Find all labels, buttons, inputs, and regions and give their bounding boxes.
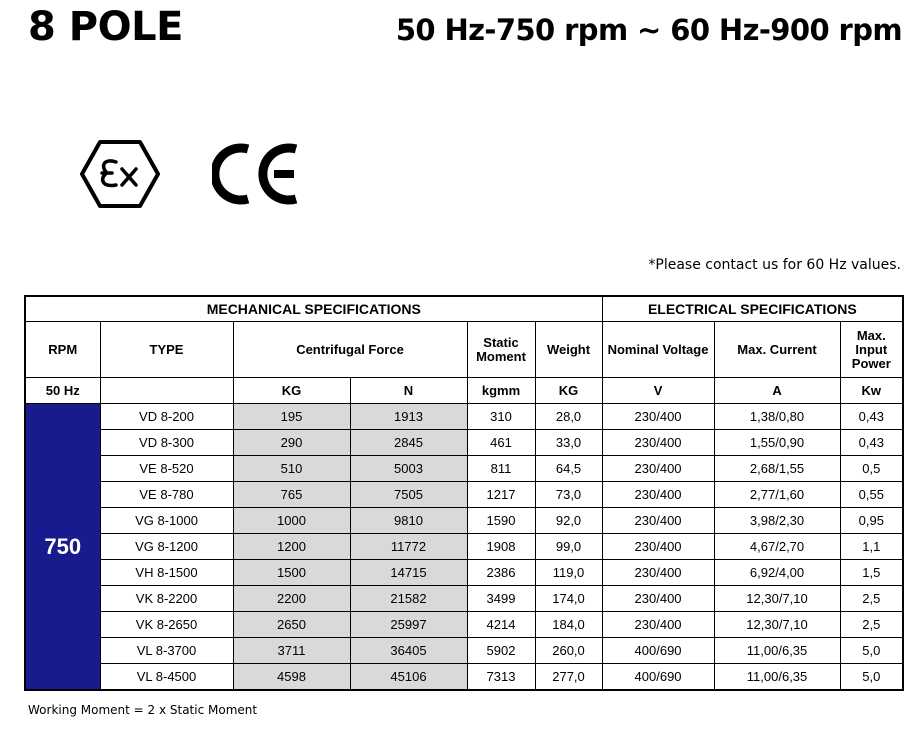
unit-rpm: 50 Hz [25, 378, 100, 404]
ex-atex-icon [80, 140, 160, 208]
cell-power: 2,5 [840, 612, 903, 638]
cell-static-moment: 4214 [467, 612, 535, 638]
cell-power: 2,5 [840, 586, 903, 612]
col-centrifugal-force: Centrifugal Force [233, 322, 467, 378]
cell-type: VE 8-520 [100, 456, 233, 482]
cell-current: 4,67/2,70 [714, 534, 840, 560]
cell-voltage: 230/400 [602, 482, 714, 508]
unit-current: A [714, 378, 840, 404]
cell-voltage: 230/400 [602, 430, 714, 456]
cell-current: 1,38/0,80 [714, 404, 840, 430]
col-static-moment-line1: Static [483, 334, 519, 350]
cell-current: 11,00/6,35 [714, 664, 840, 691]
unit-type [100, 378, 233, 404]
specifications-table [24, 295, 904, 691]
table-row [25, 508, 903, 534]
cell-force-n: 21582 [350, 586, 467, 612]
col-max-input-power [840, 322, 903, 378]
col-weight: Weight [535, 322, 602, 378]
col-static-moment-line2: Moment [476, 348, 526, 364]
table-row [25, 430, 903, 456]
cell-weight: 119,0 [535, 560, 602, 586]
cell-current: 11,00/6,35 [714, 638, 840, 664]
table-row [25, 560, 903, 586]
cell-static-moment: 1590 [467, 508, 535, 534]
cell-power: 0,43 [840, 430, 903, 456]
table-row [25, 534, 903, 560]
cell-force-n: 9810 [350, 508, 467, 534]
unit-voltage: V [602, 378, 714, 404]
cell-weight: 64,5 [535, 456, 602, 482]
cell-weight: 174,0 [535, 586, 602, 612]
cell-static-moment: 461 [467, 430, 535, 456]
cell-power: 0,55 [840, 482, 903, 508]
col-type: TYPE [100, 322, 233, 378]
unit-static-moment: kgmm [467, 378, 535, 404]
cell-force-kg: 765 [233, 482, 350, 508]
cell-current: 3,98/2,30 [714, 508, 840, 534]
col-max-current: Max. Current [714, 322, 840, 378]
table-row [25, 404, 903, 430]
col-nominal-voltage: Nominal Voltage [602, 322, 714, 378]
cell-force-kg: 2200 [233, 586, 350, 612]
cell-force-n: 11772 [350, 534, 467, 560]
cell-type: VG 8-1200 [100, 534, 233, 560]
cell-force-n: 5003 [350, 456, 467, 482]
table-row [25, 638, 903, 664]
cell-force-n: 25997 [350, 612, 467, 638]
contact-note: *Please contact us for 60 Hz values. [648, 257, 901, 273]
cell-voltage: 400/690 [602, 638, 714, 664]
cell-weight: 28,0 [535, 404, 602, 430]
cell-power: 5,0 [840, 664, 903, 691]
cell-type: VG 8-1000 [100, 508, 233, 534]
cell-force-kg: 2650 [233, 612, 350, 638]
cell-type: VL 8-3700 [100, 638, 233, 664]
col-rpm: RPM [25, 322, 100, 378]
cell-force-n: 14715 [350, 560, 467, 586]
cell-static-moment: 811 [467, 456, 535, 482]
cell-force-n: 2845 [350, 430, 467, 456]
cell-current: 1,55/0,90 [714, 430, 840, 456]
table-row [25, 482, 903, 508]
cell-power: 0,95 [840, 508, 903, 534]
cell-static-moment: 1908 [467, 534, 535, 560]
cell-force-kg: 1000 [233, 508, 350, 534]
cell-type: VL 8-4500 [100, 664, 233, 691]
col-max-input-power-line1: Max. [856, 327, 886, 343]
cell-voltage: 230/400 [602, 612, 714, 638]
table-row [25, 664, 903, 691]
cell-weight: 260,0 [535, 638, 602, 664]
cell-current: 12,30/7,10 [714, 586, 840, 612]
unit-force-kg: KG [233, 378, 350, 404]
col-max-input-power-line2: Input [855, 341, 888, 357]
cell-static-moment: 310 [467, 404, 535, 430]
electrical-specs-header: ELECTRICAL SPECIFICATIONS [602, 296, 903, 322]
col-static-moment [467, 322, 535, 378]
cell-weight: 99,0 [535, 534, 602, 560]
cell-force-kg: 1500 [233, 560, 350, 586]
cell-voltage: 400/690 [602, 664, 714, 691]
working-moment-footnote: Working Moment = 2 x Static Moment [28, 703, 258, 717]
cell-power: 0,5 [840, 456, 903, 482]
cell-power: 5,0 [840, 638, 903, 664]
cell-power: 0,43 [840, 404, 903, 430]
cell-force-kg: 195 [233, 404, 350, 430]
cell-current: 2,77/1,60 [714, 482, 840, 508]
cell-static-moment: 7313 [467, 664, 535, 691]
table-row [25, 456, 903, 482]
cell-voltage: 230/400 [602, 586, 714, 612]
unit-weight: KG [535, 378, 602, 404]
cell-type: VK 8-2200 [100, 586, 233, 612]
cell-current: 6,92/4,00 [714, 560, 840, 586]
cell-force-kg: 3711 [233, 638, 350, 664]
cell-type: VE 8-780 [100, 482, 233, 508]
cell-force-n: 45106 [350, 664, 467, 691]
cell-force-kg: 290 [233, 430, 350, 456]
cell-weight: 277,0 [535, 664, 602, 691]
cell-voltage: 230/400 [602, 508, 714, 534]
cell-static-moment: 1217 [467, 482, 535, 508]
cell-static-moment: 2386 [467, 560, 535, 586]
cell-force-n: 36405 [350, 638, 467, 664]
table-row [25, 586, 903, 612]
frequency-heading: 50 Hz-750 rpm ~ 60 Hz-900 rpm [395, 13, 902, 47]
unit-power: Kw [840, 378, 903, 404]
cell-force-n: 1913 [350, 404, 467, 430]
cell-weight: 92,0 [535, 508, 602, 534]
col-max-input-power-line3: Power [851, 355, 891, 371]
cell-weight: 73,0 [535, 482, 602, 508]
cell-power: 1,1 [840, 534, 903, 560]
ce-mark-icon [212, 142, 302, 206]
cell-force-n: 7505 [350, 482, 467, 508]
cell-voltage: 230/400 [602, 404, 714, 430]
cell-current: 12,30/7,10 [714, 612, 840, 638]
cell-force-kg: 510 [233, 456, 350, 482]
cell-voltage: 230/400 [602, 534, 714, 560]
rpm-value-cell: 750 [25, 404, 100, 691]
cell-current: 2,68/1,55 [714, 456, 840, 482]
cell-static-moment: 5902 [467, 638, 535, 664]
cell-voltage: 230/400 [602, 560, 714, 586]
cell-type: VK 8-2650 [100, 612, 233, 638]
cell-weight: 184,0 [535, 612, 602, 638]
cell-type: VD 8-300 [100, 430, 233, 456]
cell-force-kg: 1200 [233, 534, 350, 560]
cell-voltage: 230/400 [602, 456, 714, 482]
cell-type: VH 8-1500 [100, 560, 233, 586]
cell-weight: 33,0 [535, 430, 602, 456]
unit-force-n: N [350, 378, 467, 404]
page-title: 8 POLE [28, 4, 183, 50]
cell-force-kg: 4598 [233, 664, 350, 691]
mechanical-specs-header: MECHANICAL SPECIFICATIONS [25, 296, 602, 322]
table-row [25, 612, 903, 638]
cell-type: VD 8-200 [100, 404, 233, 430]
cell-static-moment: 3499 [467, 586, 535, 612]
cell-power: 1,5 [840, 560, 903, 586]
